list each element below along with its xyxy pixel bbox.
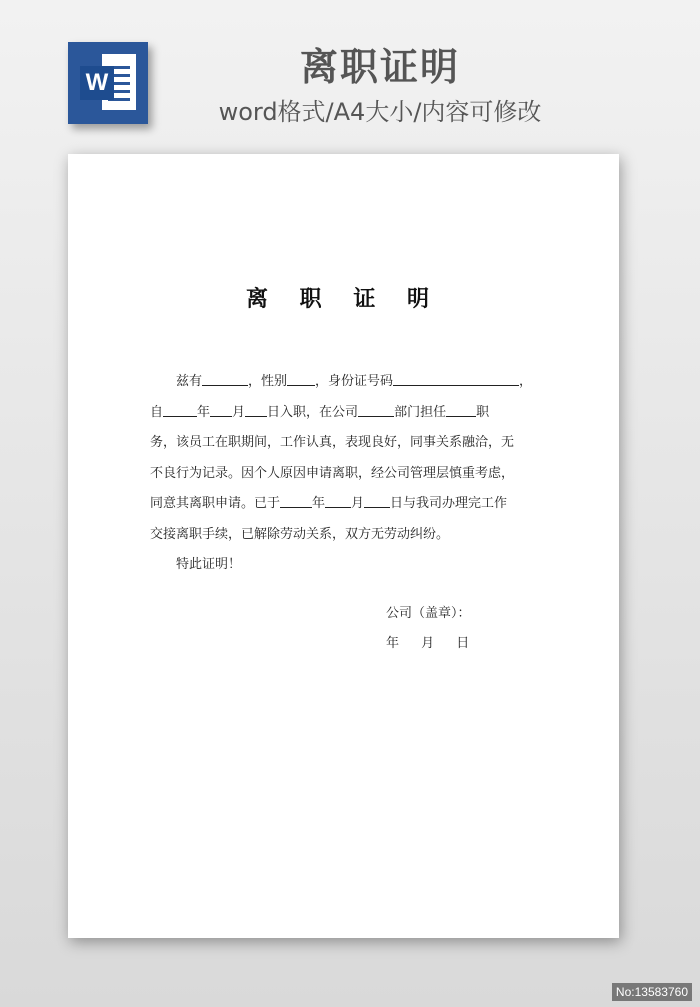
image-number: No:13583760 [612,983,692,1001]
word-letter: W [80,66,114,100]
body-line-5: 同意其离职申请。已于 年 月 日与我司办理完工作 [150,489,535,520]
body-line-6: 交接离职手续，已解除劳动关系，双方无劳动纠纷。 [150,526,450,542]
position-blank [446,402,476,417]
body-line-3: 务，该员工在职期间，工作认真，表现良好，同事关系融洽，无 [150,435,515,450]
page-subtitle: word格式/A4大小/内容可修改 [218,98,542,126]
gender-blank [287,371,315,386]
body-line-2: 自 年 月 日入职，在公司 部门担任 职 [150,398,535,429]
document-title: 离 职 证 明 [246,286,441,312]
name-blank [202,371,248,386]
leave-year-blank [280,493,312,508]
entry-day-blank [245,402,267,417]
document-paper [68,154,619,938]
company-seal-label: 公司（盖章）： [386,606,471,621]
signature-block [386,599,471,659]
sign-date-label: 年 月 日 [386,636,470,651]
word-icon [68,42,148,124]
body-line-7: 特此证明！ [176,557,242,572]
header [0,0,700,150]
entry-month-blank [210,402,232,417]
entry-year-blank [163,402,197,417]
department-blank [358,402,394,417]
page-title: 离职证明 [299,45,460,89]
body-line-1: 兹有 ，性别 ，身份证号码 ， [150,367,535,398]
leave-month-blank [325,493,351,508]
body-line-4: 不良行为记录。因个人原因申请离职，经公司管理层慎重考虑， [150,465,515,481]
leave-day-blank [364,493,390,508]
id-number-blank [393,371,519,386]
document-body [150,367,535,581]
